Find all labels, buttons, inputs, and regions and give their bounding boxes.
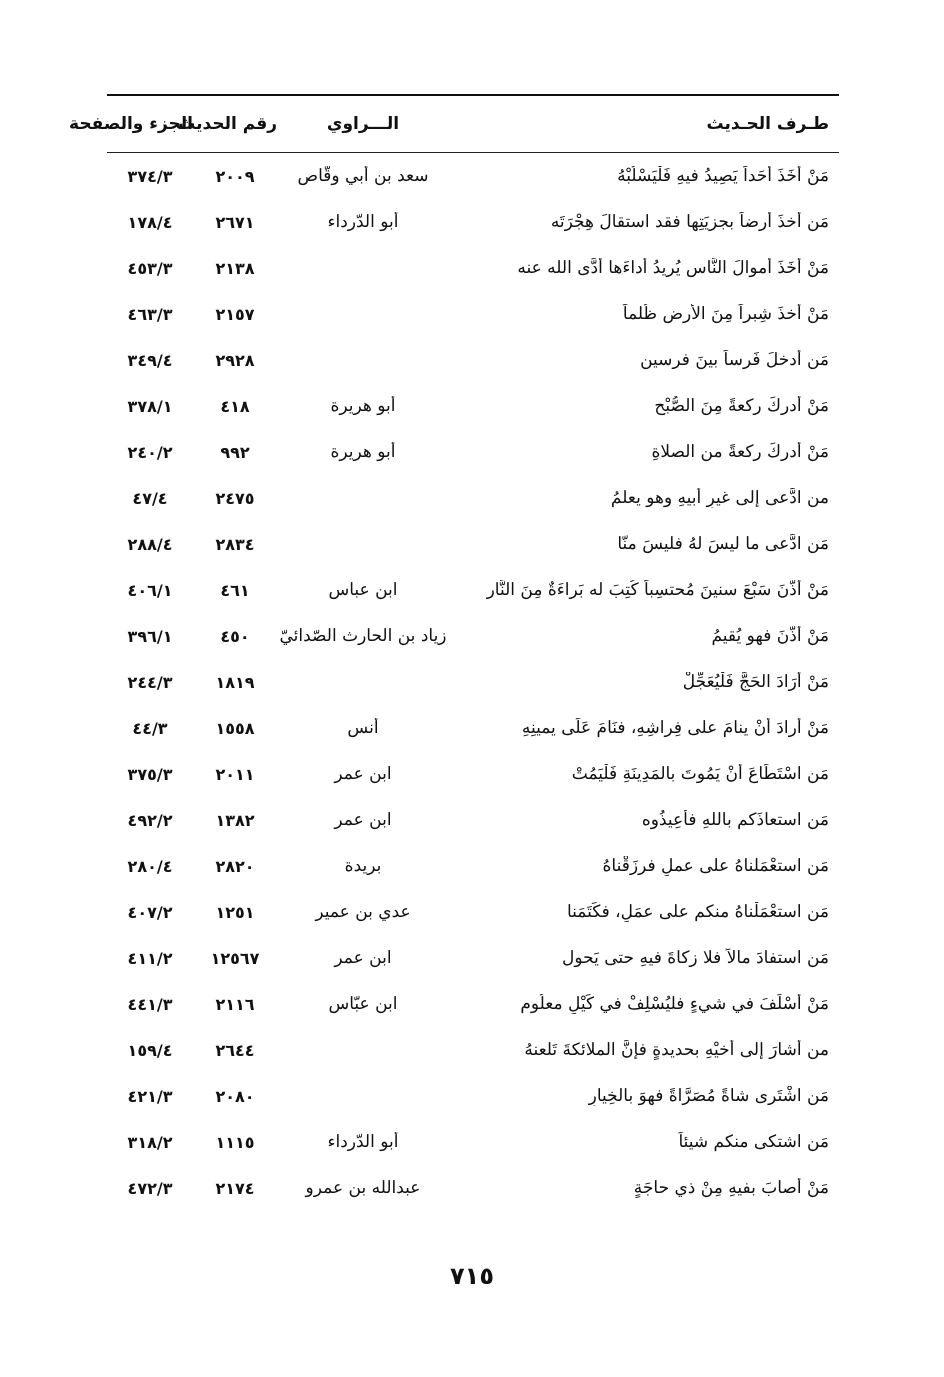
cell-hadith: مَن استعْمَلناهُ على عملٍ فرزَقْناهُ [602,856,829,876]
cell-hadith: مَنْ أدركَ ركعةً من الصلاةِ [651,442,829,462]
cell-number: ٢٤٧٥ [215,488,255,508]
header-part-page: الجزء والصفحة [69,114,193,134]
table-row [107,337,839,383]
cell-part-page: ١٧٨/٤ [127,212,173,232]
cell-number: ٢٩٢٨ [215,350,255,370]
cell-hadith: مَنْ أصابَ بفيهِ مِنْ ذي حاجَةٍ [633,1178,829,1198]
table-body [107,153,839,1211]
table-row [107,705,839,751]
cell-rawi: عبدالله بن عمرو [305,1178,421,1198]
cell-rawi: أبو هريرة [330,442,396,462]
table-row [107,429,839,475]
cell-rawi: بريدة [344,856,382,876]
cell-hadith: مَنْ أَخَذَ أموالَ النَّاسِ يُريدُ أداءَها أدَّى الله عنه [517,258,829,278]
cell-hadith: من ادَّعى إلى غيرِ أبيهِ وهو يعلمُ [610,488,829,508]
cell-rawi: ابن عمر [334,948,392,968]
table-row [107,153,839,199]
cell-part-page: ١٥٩/٤ [127,1040,173,1060]
header-rawi: الـــراوي [326,114,400,134]
hadith-index-table [69,94,839,1211]
cell-part-page: ٤٢١/٣ [127,1086,173,1106]
cell-hadith: مَنْ أَرَادَ الحَجَّ فَلْيُعَجِّلْ [682,672,829,692]
cell-number: ١٨١٩ [215,672,255,692]
cell-part-page: ٤٠٦/١ [127,580,173,600]
cell-part-page: ٤٤/٣ [132,718,168,738]
cell-part-page: ٤٧/٤ [132,488,168,508]
cell-hadith: مَنِ اشْتَرى شاةً مُصَرَّاةً فهوَ بالخِيارِ [588,1086,829,1106]
cell-hadith: مَن ادَّعى ما ليسَ لهُ فليسَ منّا [617,534,829,554]
table-row [107,1073,839,1119]
cell-number: ٢٦٧١ [215,212,255,232]
cell-part-page: ٤٧٢/٣ [127,1178,173,1198]
cell-rawi: زياد بن الحارث الصّدائيّ [279,626,447,646]
cell-hadith: مَنِ استعاذَكم باللهِ فأَعِيذُوه [641,810,829,830]
table-row [107,245,839,291]
cell-rawi: ابن عمر [334,764,392,784]
table-row [107,1165,839,1211]
cell-part-page: ٢٤٠/٢ [127,442,173,462]
cell-part-page: ٣٧٥/٣ [127,764,173,784]
cell-part-page: ٢٨٠/٤ [127,856,173,876]
table-row [107,383,839,429]
cell-hadith: مَنْ أدركَ ركعةً مِنَ الصُّبْحِ [654,396,829,416]
table-row [107,199,839,245]
cell-number: ٢٠١١ [215,764,255,784]
cell-number: ٢٨٣٤ [215,534,255,554]
table-row [107,659,839,705]
table-row [107,475,839,521]
cell-number: ١٣٨٢ [215,810,255,830]
cell-rawi: أبو الدّرداء [327,212,399,232]
cell-number: ٢٠٨٠ [215,1086,255,1106]
cell-rawi: ابن عبّاس [328,994,398,1014]
cell-part-page: ٤١١/٢ [127,948,173,968]
cell-number: ٤٥٠ [220,626,250,646]
cell-number: ٩٩٢ [220,442,250,462]
table-row [107,981,839,1027]
cell-part-page: ٣١٨/٢ [127,1132,173,1152]
cell-part-page: ٣٤٩/٤ [127,350,173,370]
cell-hadith: من أشارَ إلى أخيْهِ بحديدةٍ فإنَّ الملائكةَ تَلعنهُ [524,1040,829,1060]
cell-number: ٢١١٦ [215,994,255,1014]
header-number: رقم الحديث [178,114,277,134]
cell-number: ٤٦١ [220,580,250,600]
cell-number: ٤١٨ [220,396,250,416]
cell-hadith: مَنْ أرادَ أنْ ينامَ على فِراشِهِ، فنَامَ عَلَى يمينِهِ [521,718,829,738]
table-row [107,291,839,337]
cell-hadith: مَنْ أخذَ شِبراً مِنَ الأرضِ ظُلماً [622,304,829,324]
cell-number: ٢١٧٤ [215,1178,255,1198]
cell-number: ٢١٥٧ [215,304,255,324]
cell-rawi: أبو الدّرداء [327,1132,399,1152]
page-number: ٧١٥ [450,1262,494,1290]
cell-part-page: ٣٩٦/١ [127,626,173,646]
cell-rawi: ابن عمر [334,810,392,830]
cell-number: ١٢٥١ [215,902,255,922]
table-row [107,889,839,935]
cell-part-page: ٢٨٨/٤ [127,534,173,554]
header-hadith: طـرف الحـديث [706,114,829,134]
table-row [107,567,839,613]
table-row [107,521,839,567]
cell-part-page: ٣٧٨/١ [127,396,173,416]
cell-rawi: سعد بن أبي وقّاص [297,166,429,186]
table-row [107,935,839,981]
cell-hadith: مَنْ أذَّنَ فهو يُقيمُ [711,626,829,646]
table-row [107,1027,839,1073]
cell-part-page: ٤٦٣/٣ [127,304,173,324]
cell-part-page: ٣٧٤/٣ [127,166,173,186]
cell-hadith: مَنِ اشتكى منكم شيئاً [678,1132,829,1152]
cell-number: ٢١٣٨ [215,258,255,278]
cell-rawi: عدي بن عمير [315,902,411,922]
cell-part-page: ٤٥٣/٣ [127,258,173,278]
table-header [69,96,839,153]
cell-number: ٢٨٢٠ [215,856,255,876]
table-row [107,1119,839,1165]
table-row [107,613,839,659]
cell-hadith: مَنِ اسْتَطَاعَ أنْ يَمُوتَ بالمَدِينَةِ فَلْيَمُتْ [571,764,829,784]
cell-number: ٢٦٤٤ [215,1040,255,1060]
cell-hadith: مَن أخذَ أرضاً بجزيَتِها فقد استقالَ هِجْرَتَه [550,212,829,232]
cell-hadith: مَن استعْمَلْناهُ منكم على عمَلٍ، فكَتَمَنا [566,902,829,922]
cell-part-page: ٤٠٧/٢ [127,902,173,922]
cell-number: ٢٠٠٩ [215,166,255,186]
cell-number: ١٥٥٨ [215,718,255,738]
cell-hadith: مَنْ أسْلَفَ في شيءٍ فليُسْلِفْ في كَيْلٍ معلُومٍ [520,994,829,1014]
cell-rawi: أبو هريرة [330,396,396,416]
cell-hadith: مَنْ أَخَذَ أَحَداً يَصِيدُ فيهِ فَلْيَسْلُبْهُ [617,166,829,186]
cell-hadith: مَنْ أذَّنَ سَبْعَ سنينَ مُحتسِباً كُتِبَ له بَراءَةٌ مِنَ النَّار [486,580,829,600]
table-row [107,751,839,797]
cell-rawi: ابن عباس [328,580,398,600]
cell-part-page: ٢٤٤/٣ [127,672,173,692]
table-row [107,797,839,843]
cell-part-page: ٤٩٢/٢ [127,810,173,830]
cell-hadith: مَن استفادَ مالاً فلا زكاةَ فيهِ حتى يَحول [562,948,829,968]
table-row [107,843,839,889]
cell-rawi: أنس [347,718,379,738]
cell-number: ١٢٥٦٧ [210,948,260,968]
cell-number: ١١١٥ [215,1132,255,1152]
cell-part-page: ٤٤١/٣ [127,994,173,1014]
cell-hadith: مَن أدخلَ فَرساً بينَ فرسينِ [640,350,829,370]
